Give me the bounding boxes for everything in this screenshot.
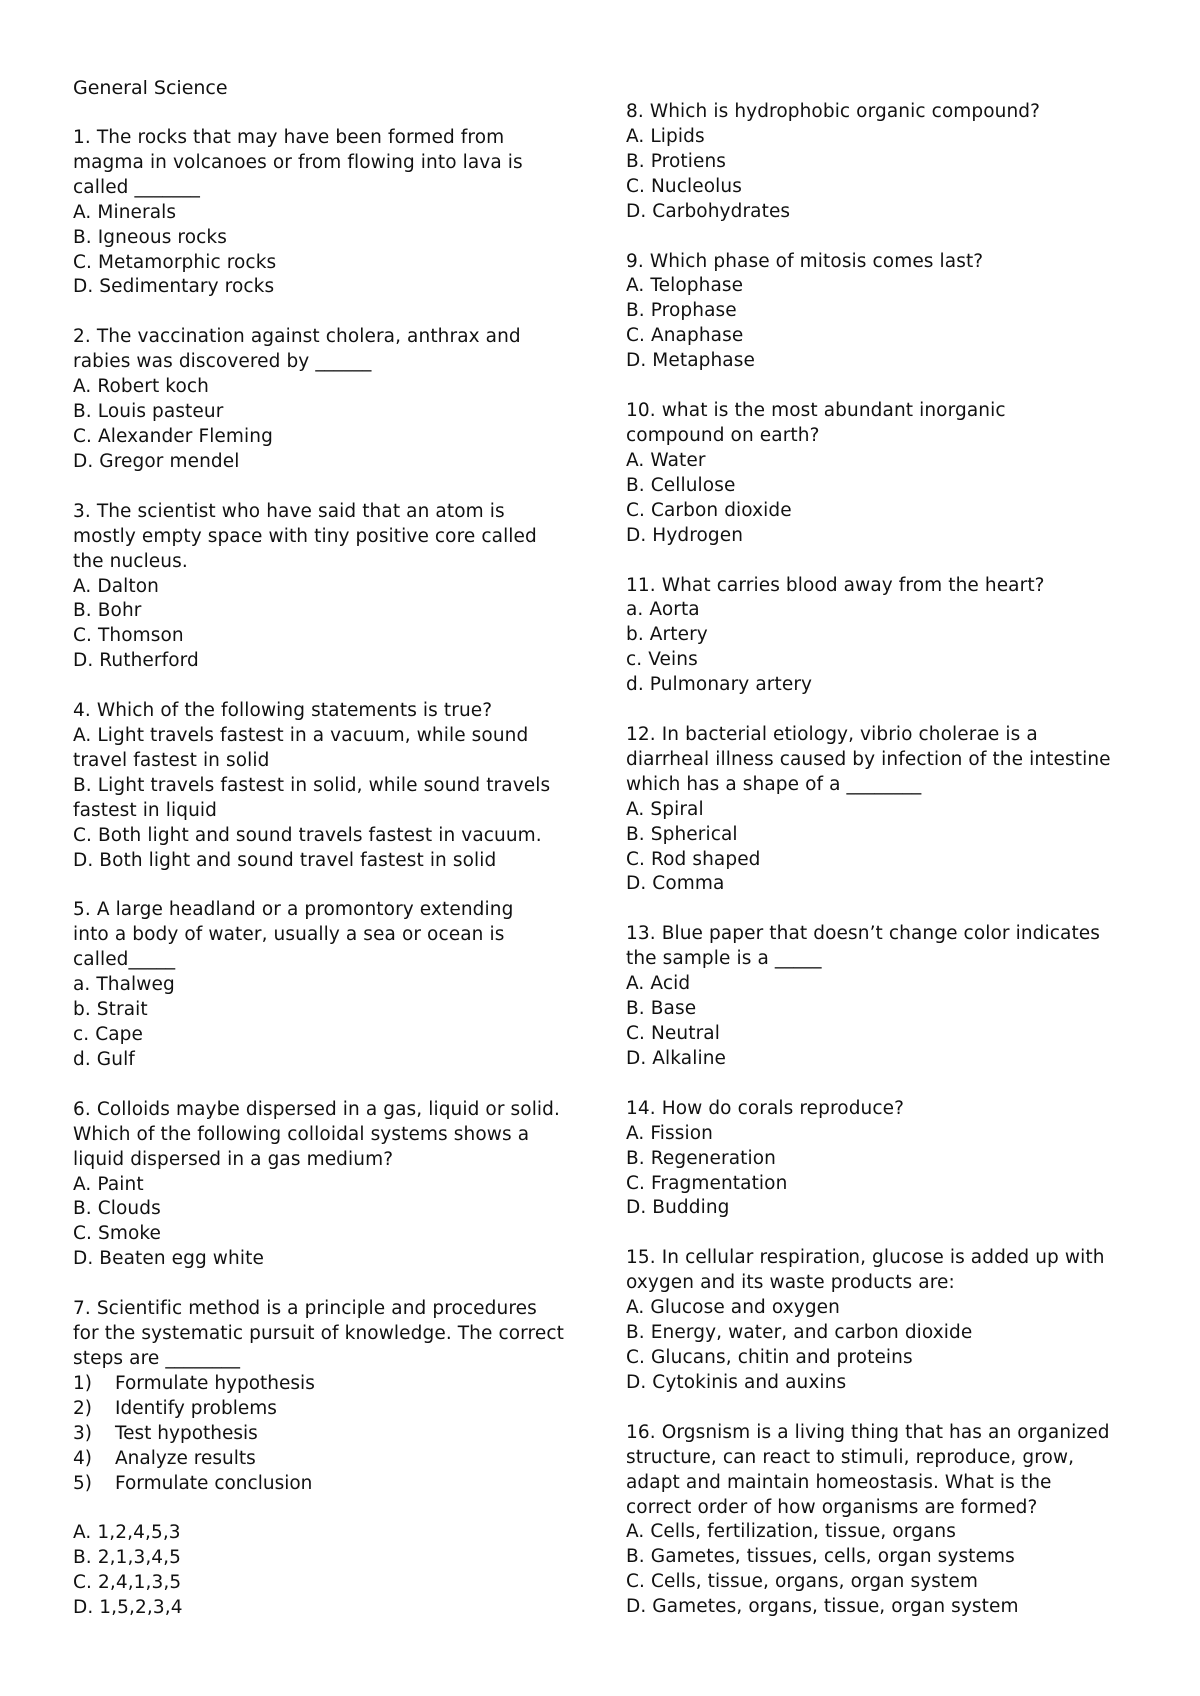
question-block: [73, 898, 593, 1072]
answer-option: D. Rutherford: [73, 650, 199, 672]
question-text: which has a shape of a ________: [626, 773, 922, 795]
question-text: correct order of how organisms are formed?: [626, 1496, 1038, 1518]
answer-option: A. Acid: [626, 973, 691, 995]
answer-option: A. 1,2,4,5,3: [73, 1522, 181, 1544]
answer-option: C. Neutral: [626, 1023, 720, 1044]
answer-option: d. Gulf: [73, 1048, 135, 1070]
question-text: 1. The rocks that may have been formed from: [73, 127, 505, 148]
step-text: Formulate conclusion: [115, 1472, 313, 1494]
answer-option: D. Comma: [626, 873, 725, 895]
answer-option: D. 1,5,2,3,4: [73, 1597, 183, 1619]
answer-option: C. Cells, tissue, organs, organ system: [626, 1571, 978, 1593]
question-text: called_____: [73, 949, 176, 971]
answer-option: c. Veins: [626, 649, 698, 671]
question-block: [73, 500, 593, 674]
answer-option: B. Clouds: [73, 1198, 161, 1220]
question-text: the sample is a _____: [626, 948, 822, 970]
answer-option: b. Artery: [626, 624, 708, 646]
left-column: [73, 76, 593, 1646]
answer-option: C. Alexander Fleming: [73, 425, 273, 447]
question-text: 10. what is the most abundant inorganic: [626, 400, 1006, 422]
answer-option: C. Carbon dioxide: [626, 499, 792, 521]
question-block: [626, 574, 1136, 699]
question-text: steps are ________: [73, 1347, 241, 1369]
question-text: called _______: [73, 176, 200, 198]
question-text: adapt and maintain homeostasis. What is the: [626, 1471, 1052, 1493]
step-number: 4): [73, 1447, 92, 1469]
question-block: [73, 699, 593, 873]
answer-option: C. Both light and sound travels fastest in vacuum.: [73, 824, 542, 846]
question-text: diarrheal illness caused by infection of the intestine: [626, 748, 1111, 770]
right-question-list: [626, 100, 1136, 1620]
step-number: 5): [73, 1472, 92, 1494]
question-block: [626, 1097, 1136, 1222]
answer-option: B. Cellulose: [626, 474, 736, 496]
answer-option: C. Metamorphic rocks: [73, 251, 277, 273]
answer-option: B. Igneous rocks: [73, 226, 227, 248]
answer-option: B. Gametes, tissues, cells, organ systems: [626, 1546, 1015, 1568]
answer-option: D. Both light and sound travel fastest in solid: [73, 849, 497, 871]
question-text: 16. Orgsnism is a living thing that has an organized: [626, 1421, 1110, 1443]
question-block: [626, 250, 1136, 375]
question-text: rabies was discovered by ______: [73, 351, 372, 373]
answer-option: c. Cape: [73, 1024, 144, 1045]
answer-option: travel fastest in solid: [73, 749, 270, 771]
question-text: 14. How do corals reproduce?: [626, 1097, 905, 1119]
question-text: 3. The scientist who have said that an atom is: [73, 500, 505, 522]
answer-option: C. Rod shaped: [626, 848, 761, 870]
question-text: 2. The vaccination against cholera, anthrax and: [73, 326, 521, 348]
question-text: the nucleus.: [73, 550, 188, 572]
answer-option: D. Carbohydrates: [626, 200, 791, 222]
answer-option: C. 2,4,1,3,5: [73, 1572, 182, 1594]
left-question-list: [73, 126, 593, 1621]
step-text: Test hypothesis: [115, 1422, 258, 1444]
step-number: 3): [73, 1422, 92, 1444]
question-text: 13. Blue paper that doesn’t change color indicates: [626, 923, 1101, 945]
answer-option: A. Lipids: [626, 125, 705, 147]
answer-option: a. Thalweg: [73, 974, 175, 996]
answer-option: B. Louis pasteur: [73, 401, 224, 423]
question-block: [626, 1421, 1136, 1620]
answer-option: A. Fission: [626, 1122, 713, 1144]
question-text: for the systematic pursuit of knowledge. The correct: [73, 1323, 564, 1345]
question-block: [626, 399, 1136, 548]
answer-option: B. 2,1,3,4,5: [73, 1547, 182, 1569]
answer-option: b. Strait: [73, 999, 148, 1021]
answer-option: B. Regeneration: [626, 1147, 776, 1169]
question-text: compound on earth?: [626, 424, 820, 446]
answer-option: A. Robert koch: [73, 376, 209, 398]
question-text: Which of the following colloidal systems shows a: [73, 1123, 530, 1145]
question-text: into a body of water, usually a sea or ocean is: [73, 924, 505, 946]
question-block: [73, 126, 593, 300]
answer-option: B. Base: [626, 998, 697, 1020]
step-item: [73, 1422, 593, 1447]
answer-option: d. Pulmonary artery: [626, 674, 813, 696]
answer-option: A. Light travels fastest in a vacuum, while sound: [73, 725, 529, 747]
answer-option: C. Thomson: [73, 625, 184, 647]
answer-option: B. Light travels fastest in solid, while sound travels: [73, 774, 551, 796]
answer-option: D. Hydrogen: [626, 524, 744, 546]
answer-option: C. Smoke: [73, 1223, 161, 1245]
answer-option: B. Protiens: [626, 150, 727, 172]
answer-option: B. Prophase: [626, 300, 737, 322]
answer-option: B. Bohr: [73, 600, 142, 622]
answer-option: D. Cytokinis and auxins: [626, 1371, 847, 1393]
question-block: [73, 1098, 593, 1272]
question-text: mostly empty space with tiny positive core called: [73, 525, 537, 547]
step-item: [73, 1472, 593, 1497]
answer-option: A. Dalton: [73, 575, 160, 597]
step-text: Identify problems: [115, 1397, 277, 1419]
answer-option: A. Minerals: [73, 201, 177, 223]
step-number: 1): [73, 1372, 92, 1394]
question-text: 11. What carries blood away from the heart?: [626, 574, 1045, 596]
question-block: [626, 1246, 1136, 1395]
answer-option: A. Water: [626, 449, 706, 471]
answer-option: D. Beaten egg white: [73, 1248, 264, 1270]
answer-option: C. Glucans, chitin and proteins: [626, 1346, 913, 1368]
answer-option: A. Telophase: [626, 275, 744, 297]
question-text: magma in volcanoes or from flowing into lava is: [73, 151, 523, 173]
question-text: 8. Which is hydrophobic organic compound?: [626, 101, 1041, 122]
answer-option: D. Budding: [626, 1197, 730, 1219]
question-text: oxygen and its waste products are:: [626, 1272, 955, 1294]
answer-option: B. Energy, water, and carbon dioxide: [626, 1322, 973, 1344]
answer-option: A. Paint: [73, 1173, 144, 1195]
step-list: [73, 1372, 593, 1497]
question-block: [626, 922, 1136, 1071]
answer-option: a. Aorta: [626, 599, 700, 621]
question-text: 9. Which phase of mitosis comes last?: [626, 250, 984, 272]
question-block: [73, 1297, 593, 1621]
question-text: 7. Scientific method is a principle and procedures: [73, 1298, 537, 1320]
right-column: [626, 100, 1136, 1645]
question-text: 12. In bacterial etiology, vibrio cholerae is a: [626, 724, 1038, 746]
question-text: structure, can react to stimuli, reproduce, grow,: [626, 1446, 1075, 1468]
answer-option: A. Cells, fertilization, tissue, organs: [626, 1521, 956, 1543]
answer-option: C. Anaphase: [626, 325, 744, 347]
question-text: 5. A large headland or a promontory extending: [73, 899, 514, 921]
answer-option: fastest in liquid: [73, 799, 217, 821]
question-text: 6. Colloids maybe dispersed in a gas, liquid or solid.: [73, 1098, 560, 1120]
question-text: liquid dispersed in a gas medium?: [73, 1148, 394, 1170]
answer-option: D. Gregor mendel: [73, 450, 240, 472]
step-item: [73, 1397, 593, 1422]
question-block: [73, 325, 593, 474]
answer-option: B. Spherical: [626, 823, 738, 845]
step-item: [73, 1447, 593, 1472]
answer-option: D. Alkaline: [626, 1047, 727, 1069]
answer-option: D. Gametes, organs, tissue, organ system: [626, 1596, 1019, 1618]
question-text: 15. In cellular respiration, glucose is added up with: [626, 1247, 1105, 1269]
answer-option: D. Metaphase: [626, 350, 755, 372]
step-text: Formulate hypothesis: [115, 1372, 315, 1394]
step-number: 2): [73, 1397, 92, 1419]
answer-option: A. Spiral: [626, 798, 704, 820]
answer-option: D. Sedimentary rocks: [73, 276, 275, 298]
question-block: [626, 100, 1136, 225]
step-text: Analyze results: [115, 1447, 256, 1469]
document-title: General Science: [73, 77, 228, 99]
answer-option: A. Glucose and oxygen: [626, 1297, 840, 1319]
question-text: 4. Which of the following statements is true?: [73, 700, 493, 722]
question-block: [626, 723, 1136, 897]
answer-option: C. Fragmentation: [626, 1172, 788, 1194]
answer-option: C. Nucleolus: [626, 175, 742, 197]
step-item: [73, 1372, 593, 1397]
